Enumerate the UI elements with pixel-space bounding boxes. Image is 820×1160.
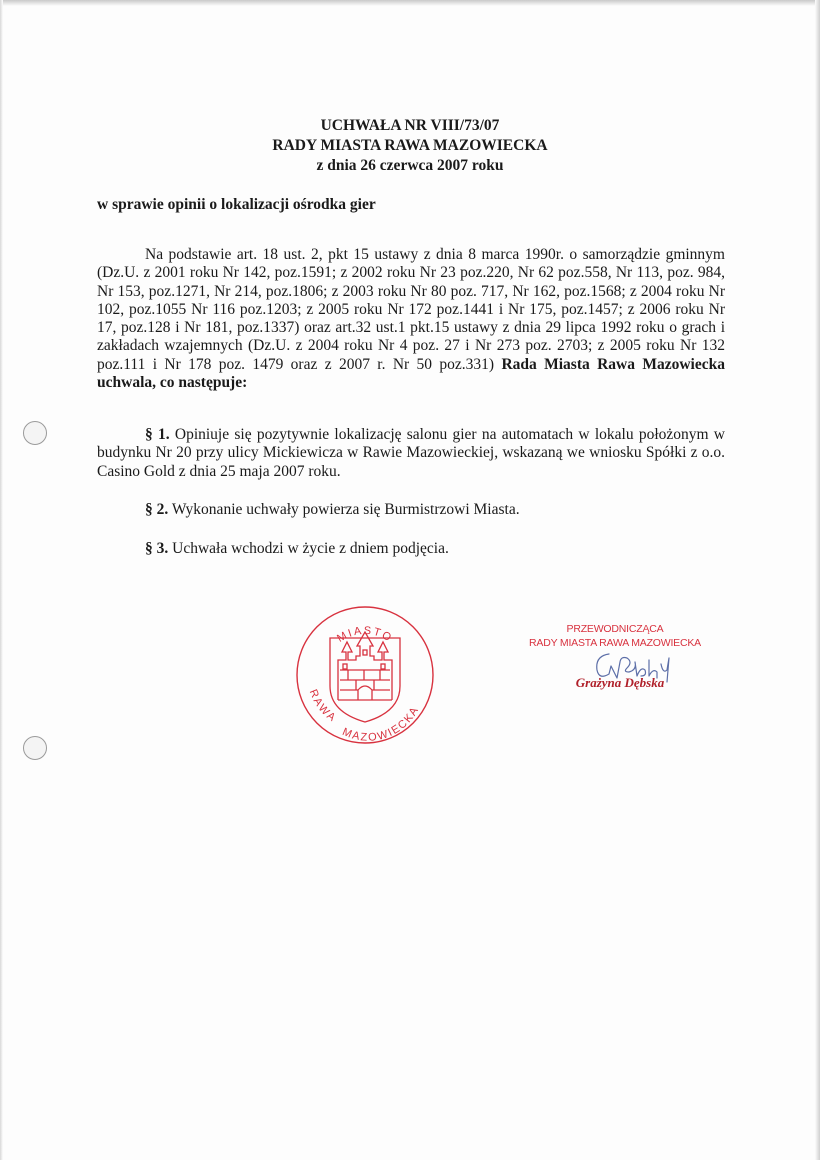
coat-of-arms-icon — [330, 632, 400, 722]
punch-hole-upper — [23, 421, 47, 445]
resolution-subject: w sprawie opinii o lokalizacji ośrodka gier — [97, 196, 376, 213]
chairperson-title: PRZEWODNICZĄCA — [566, 623, 664, 635]
resolution-number: UCHWAŁA NR VIII/73/07 — [320, 117, 500, 134]
section-3-number: § 3. — [145, 540, 169, 557]
section-2 — [145, 501, 725, 519]
scan-edge-top — [0, 0, 820, 6]
chairperson-council: RADY MIASTA RAWA MAZOWIECKA — [529, 637, 701, 649]
chairperson-stamp — [515, 622, 715, 650]
resolution-date: z dnia 26 czerwca 2007 roku — [316, 157, 504, 174]
section-1-number: § 1. — [145, 426, 170, 443]
section-3 — [145, 540, 725, 558]
seal-top-text: MIASTO — [335, 624, 395, 645]
legal-basis-paragraph — [97, 246, 725, 392]
section-2-number: § 2. — [145, 501, 169, 518]
section-1-text: Opiniuje się pozytywnie lokalizację salonu gier na automatach w lokalu położonym w budynku Nr 20 przy ulicy Mickiewicza w Rawie Mazowieckiej, wskazaną we wniosku Spółki z o.o. Casino Gold z dnia 25 maja 2007 roku. — [97, 426, 726, 480]
section-1 — [97, 426, 725, 481]
city-seal-stamp — [294, 604, 436, 746]
legal-basis-text: Na podstawie art. 18 ust. 2, pkt 15 ustawy z dnia 8 marca 1990r. o samorządzie gminnym (Dz.U. z 2001 roku Nr 142, poz.1591; z 2002 roku Nr 23 poz.220, Nr 62 poz.558, Nr 113, poz. 984, Nr 153, poz.1271, Nr 214, poz.1806; z 2003 roku Nr 80 poz. 717, Nr 162, poz.1568; z 2004 roku Nr 102, poz.1055 Nr 116 poz.1203; z 2005 roku Nr 172 poz.1441 i Nr 175, poz.1457; z 2006 roku Nr 17, poz.128 i Nr 181, poz.1337) oraz art.32 ust.1 pkt.15 ustawy z dnia 29 lipca 1992 roku o grach i zakładach wzajemnych (Dz.U. z 2004 roku Nr 4 poz. 27 i Nr 273 poz. 2703; z 2005 roku Nr 132 poz.111 i Nr 178 poz. 1479 oraz z 2007 r. Nr 50 poz.331) — [97, 246, 725, 373]
chairperson-name: Grażyna Dębska — [575, 675, 665, 690]
resolution-header — [0, 116, 820, 176]
section-2-text: Wykonanie uchwały powierza się Burmistrzowi Miasta. — [171, 501, 520, 518]
section-3-text: Uchwała wchodzi w życie z dniem podjęcia. — [172, 540, 449, 557]
council-name: RADY MIASTA RAWA MAZOWIECKA — [272, 137, 548, 154]
punch-hole-lower — [23, 736, 47, 760]
seal-left-text: RAWA — [306, 687, 339, 726]
resolution-clause: Rada Miasta Rawa Mazowiecka uchwala, co następuje: — [97, 355, 725, 392]
seal-bottom-text: MAZOWIECKA — [340, 704, 422, 744]
